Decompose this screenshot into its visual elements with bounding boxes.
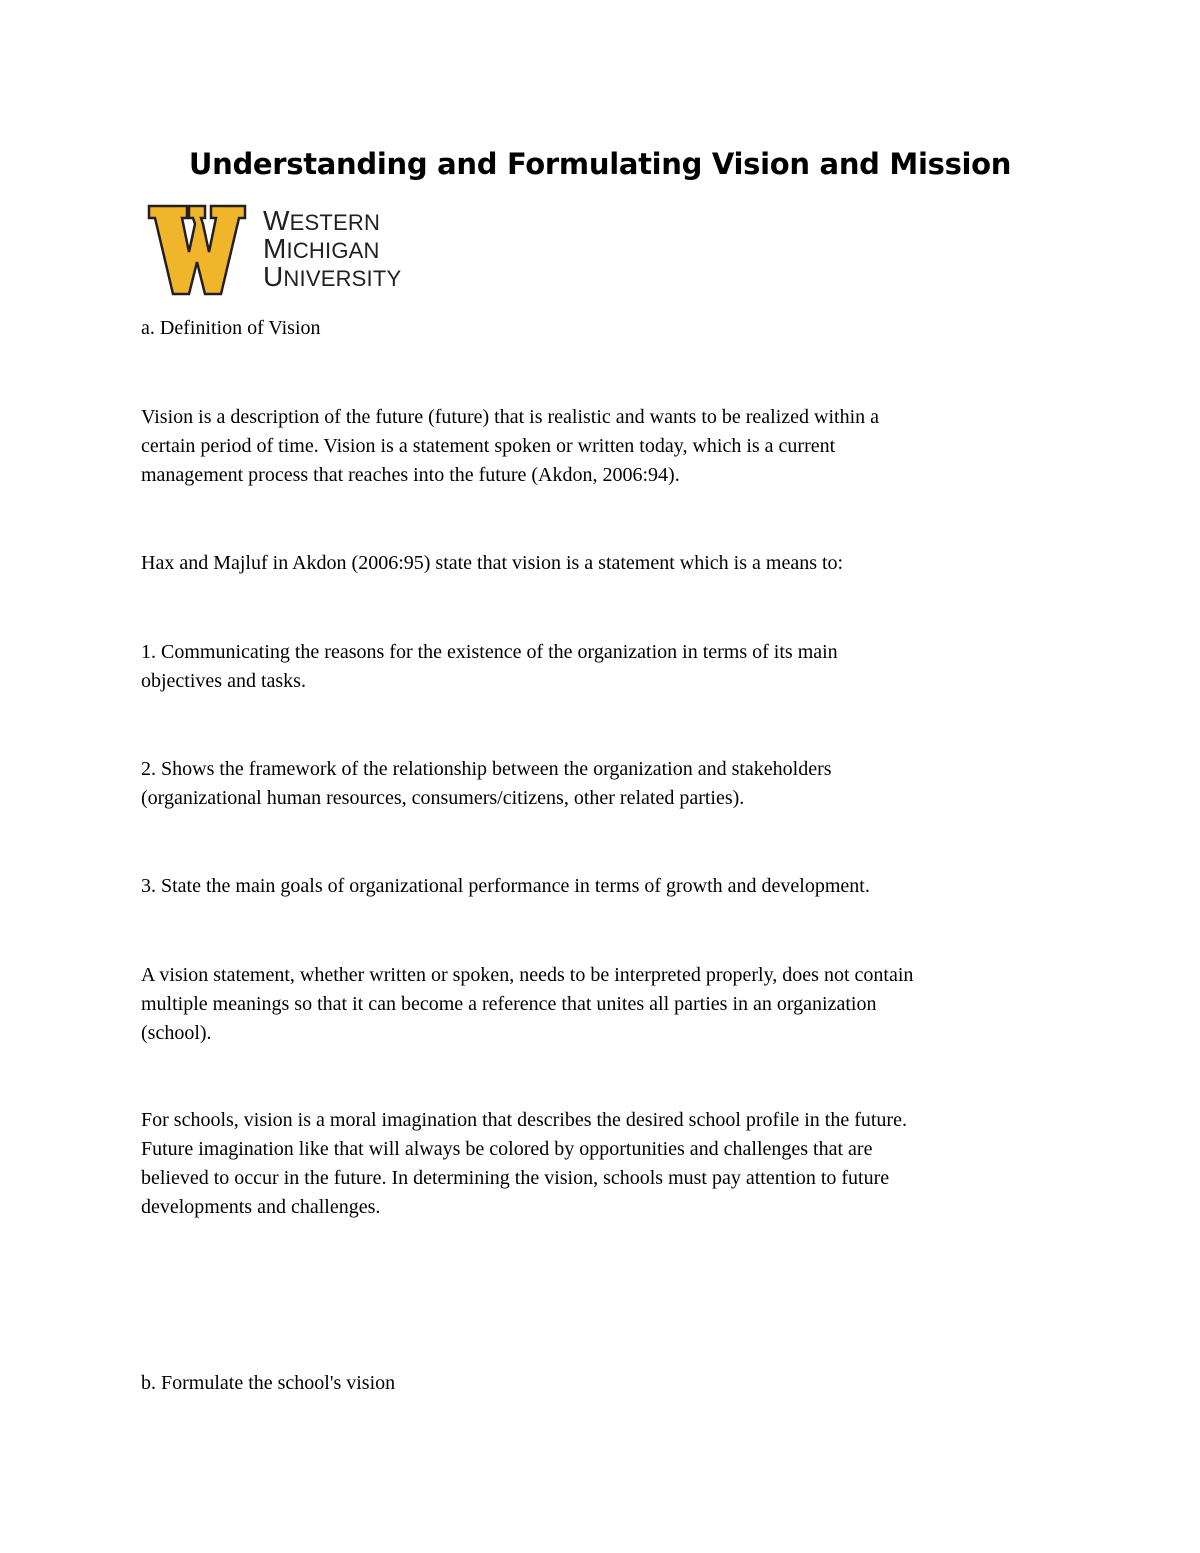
w-logo-mark [147,204,247,296]
list-item-1: 1. Communicating the reasons for the existence of the organization in terms of its main objectives and tasks. [141,641,838,692]
schools-vision-paragraph: For schools, vision is a moral imagination that describes the desired school profile in the future. Future imagination like that will always be colored by opportunities and challenges that are believed to occur in the future. In determining the vision, schools must pay attention to future developments and challenges. [141,1109,907,1218]
hax-majluf-paragraph: Hax and Majluf in Akdon (2006:95) state that vision is a statement which is a means to: [141,552,844,574]
vision-statement-paragraph: A vision statement, whether written or spoken, needs to be interpreted properly, does not contain multiple meanings so that it can become a reference that unites all parties in an organization (school). [141,964,914,1044]
page-title: Understanding and Formulating Vision and Mission [188,147,1012,181]
logo-line-university: UNIVERSITY [263,261,402,292]
list-item-3: 3. State the main goals of organizational performance in terms of growth and development. [141,875,870,897]
university-logo [147,204,409,296]
list-item-2: 2. Shows the framework of the relationship between the organization and stakeholders (organizational human resources, consumers/citizens, other related parties). [141,758,832,809]
section-a-heading: a. Definition of Vision [141,317,321,339]
logo-line-western: WESTERN [263,205,381,236]
section-b-heading: b. Formulate the school's vision [141,1372,396,1394]
logo-line-michigan: MICHIGAN [263,233,380,264]
vision-definition-paragraph: Vision is a description of the future (future) that is realistic and wants to be realized within a certain period of time. Vision is a statement spoken or written today, which is a current management process that reaches into the future (Akdon, 2006:94). [141,406,880,486]
